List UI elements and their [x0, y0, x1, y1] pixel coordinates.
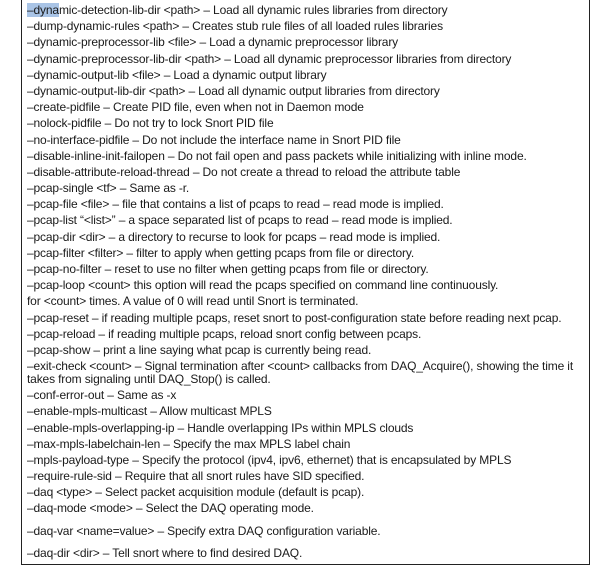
option-line: –pcap-filter <filter> – filter to apply when getting pcaps from file or directory.: [27, 245, 414, 260]
option-line: –dynamic-output-lib-dir <path> – Load all dynamic output libraries from directory: [27, 83, 440, 98]
option-line: –daq-mode <mode> – Select the DAQ operating mode.: [27, 501, 314, 516]
option-line: –exit-check <count> – Signal termination after <count> callbacks from DAQ_Acquire(), showing the time it takes from signaling until DAQ_Stop() is called.: [27, 359, 574, 386]
option-line: –pcap-no-filter – reset to use no filter when getting pcaps from file or directory.: [27, 262, 429, 276]
option-line: –mpls-payload-type – Specify the protocol (ipv4, ipv6, ethernet) that is encapsulated by MPLS: [27, 452, 512, 467]
option-line: –max-mpls-labelchain-len – Specify the max MPLS label chain: [27, 436, 351, 451]
option-line: –dynamic-output-lib <file> – Load a dynamic output library: [27, 67, 327, 82]
option-line: –pcap-dir <dir> – a directory to recurse to look for pcaps – read mode is implied.: [27, 229, 441, 244]
option-line: [27, 2, 589, 18]
option-line: –disable-inline-init-failopen – Do not fail open and pass packets while initializing with inline mode.: [27, 148, 527, 163]
option-line: –conf-error-out – Same as -x: [27, 388, 177, 403]
option-line: –require-rule-sid – Require that all snort rules have SID specified.: [27, 469, 365, 484]
option-line: –dynamic-preprocessor-lib-dir <path> – Load all dynamic preprocessor libraries from directory: [27, 51, 512, 66]
option-line: –daq <type> – Select packet acquisition module (default is pcap).: [27, 485, 365, 500]
option-line: –pcap-show – print a line saying what pcap is currently being read.: [27, 342, 372, 357]
option-line: –pcap-single <tf> – Same as -r.: [27, 181, 190, 196]
option-line: –dynamic-preprocessor-lib <file> – Load a dynamic preprocessor library: [27, 35, 399, 50]
option-line: –no-interface-pidfile – Do not include the interface name in Snort PID file: [27, 132, 401, 147]
option-line: –pcap-loop <count> this option will read the pcaps specified on command line continuously.: [27, 278, 499, 293]
option-line: –nolock-pidfile – Do not try to lock Snort PID file: [27, 116, 274, 131]
option-line: –pcap-reload – if reading multiple pcaps, reload snort config between pcaps.: [27, 326, 422, 341]
option-line: –pcap-list “<list>” – a space separated list of pcaps to read – read mode is implied.: [27, 213, 453, 228]
option-line: –dump-dynamic-rules <path> – Creates stub rule files of all loaded rules libraries: [27, 19, 443, 34]
option-line: –create-pidfile – Create PID file, even when not in Daemon mode: [27, 100, 364, 115]
text-selection-highlight: –dyna: [27, 3, 59, 17]
option-line: –pcap-file <file> – file that contains a list of pcaps to read – read mode is implied.: [27, 197, 444, 212]
option-line: –disable-attribute-reload-thread – Do not create a thread to reload the attribute table: [27, 164, 461, 179]
option-list: [27, 2, 589, 561]
option-line: –enable-mpls-multicast – Allow multicast MPLS: [27, 404, 272, 419]
option-line: for <count> times. A value of 0 will read until Snort is terminated.: [27, 294, 359, 309]
option-line: –daq-dir <dir> – Tell snort where to find desired DAQ.: [27, 545, 303, 560]
option-line: –pcap-reset – if reading multiple pcaps, reset snort to post-configuration state before reading next pcap.: [27, 310, 562, 325]
option-line: –enable-mpls-overlapping-ip – Handle overlapping IPs within MPLS clouds: [27, 420, 414, 435]
option-line: –daq-var <name=value> – Specify extra DAQ configuration variable.: [27, 523, 381, 538]
option-line-text: mic-detection-lib-dir <path> – Load all dynamic rules libraries from directory: [58, 3, 448, 17]
